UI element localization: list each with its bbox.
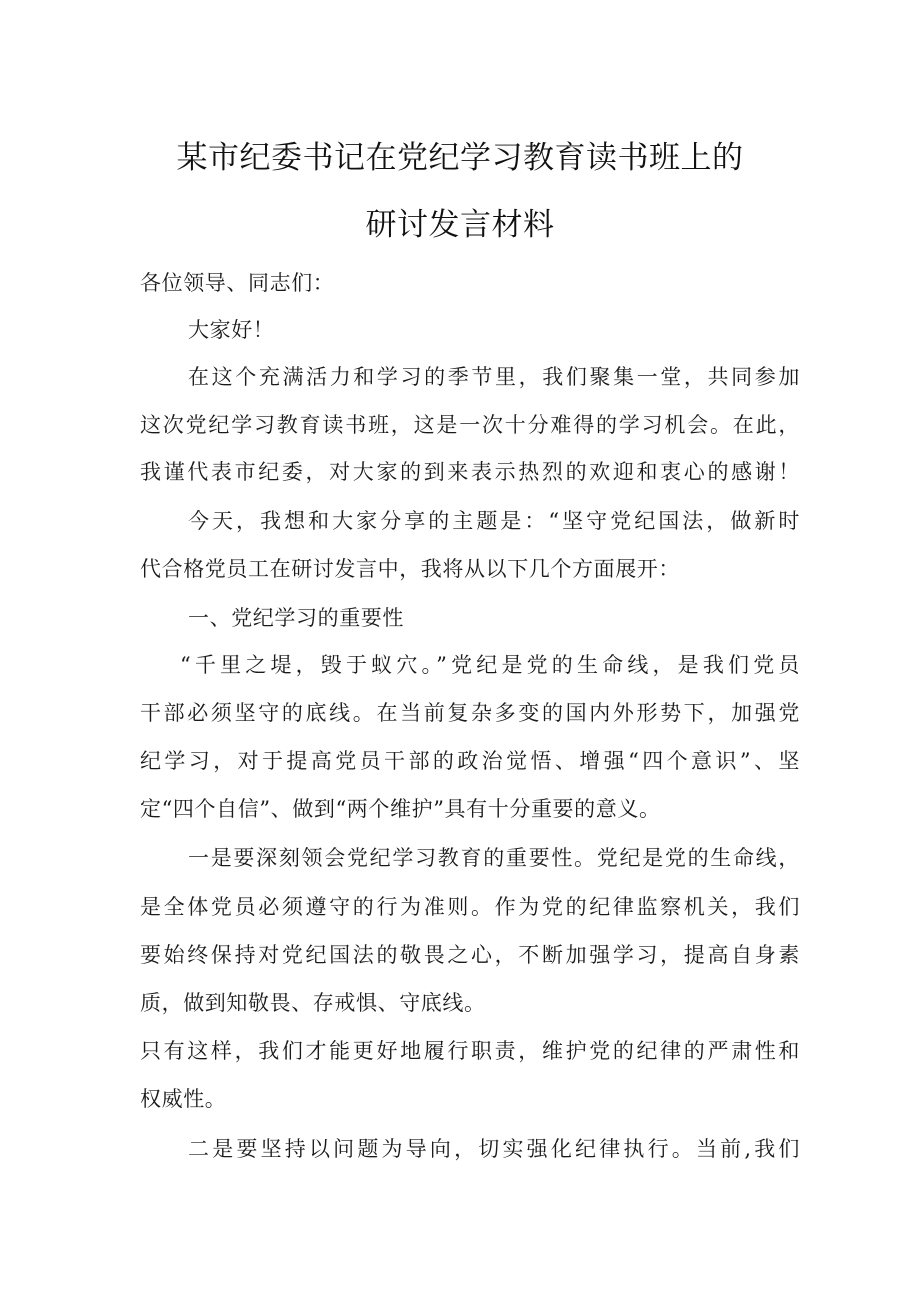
section-heading: 一、党纪学习的重要性 bbox=[188, 606, 404, 630]
salutation: 各位领导、同志们： bbox=[140, 271, 335, 295]
paragraph-line: 一是要深刻领会党纪学习教育的重要性。党纪是党的生命线， bbox=[188, 846, 800, 870]
paragraph-line: “千里之堤，毁于蚁穴。”党纪是党的生命线，是我们党员 bbox=[180, 653, 800, 677]
document-title-line-1: 某市纪委书记在党纪学习教育读书班上的 bbox=[176, 140, 744, 176]
paragraph-line: 定“四个自信”、做到“两个维护”具有十分重要的意义。 bbox=[140, 797, 661, 821]
greeting: 大家好！ bbox=[188, 318, 275, 342]
paragraph-line: 纪学习，对于提高党员干部的政治觉悟、增强“四个意识”、坚 bbox=[140, 749, 800, 773]
paragraph-line: 代合格党员工在研讨发言中，我将从以下几个方面展开： bbox=[140, 557, 680, 581]
paragraph-line: 这次党纪学习教育读书班，这是一次十分难得的学习机会。在此， bbox=[140, 413, 800, 437]
paragraph-line: 是全体党员必须遵守的行为准则。作为党的纪律监察机关，我们 bbox=[140, 895, 800, 919]
paragraph-line: 权威性。 bbox=[140, 1087, 227, 1111]
document-title-line-2: 研讨发言材料 bbox=[365, 207, 555, 243]
paragraph-line: 我谨代表市纪委，对大家的到来表示热烈的欢迎和衷心的感谢！ bbox=[140, 460, 800, 484]
paragraph-line: 二是要坚持以问题为导向，切实强化纪律执行。当前,我们 bbox=[188, 1137, 800, 1161]
paragraph-line: 今天，我想和大家分享的主题是：“坚守党纪国法，做新时 bbox=[188, 509, 800, 533]
paragraph-line: 只有这样，我们才能更好地履行职责，维护党的纪律的严肃性和 bbox=[140, 1039, 800, 1063]
paragraph-line: 要始终保持对党纪国法的敬畏之心，不断加强学习，提高自身素 bbox=[140, 943, 800, 967]
paragraph-line: 干部必须坚守的底线。在当前复杂多变的国内外形势下，加强党 bbox=[140, 701, 800, 725]
paragraph-line: 质，做到知敬畏、存戒惧、守底线。 bbox=[140, 991, 486, 1015]
paragraph-line: 在这个充满活力和学习的季节里，我们聚集一堂，共同参加 bbox=[188, 365, 800, 389]
